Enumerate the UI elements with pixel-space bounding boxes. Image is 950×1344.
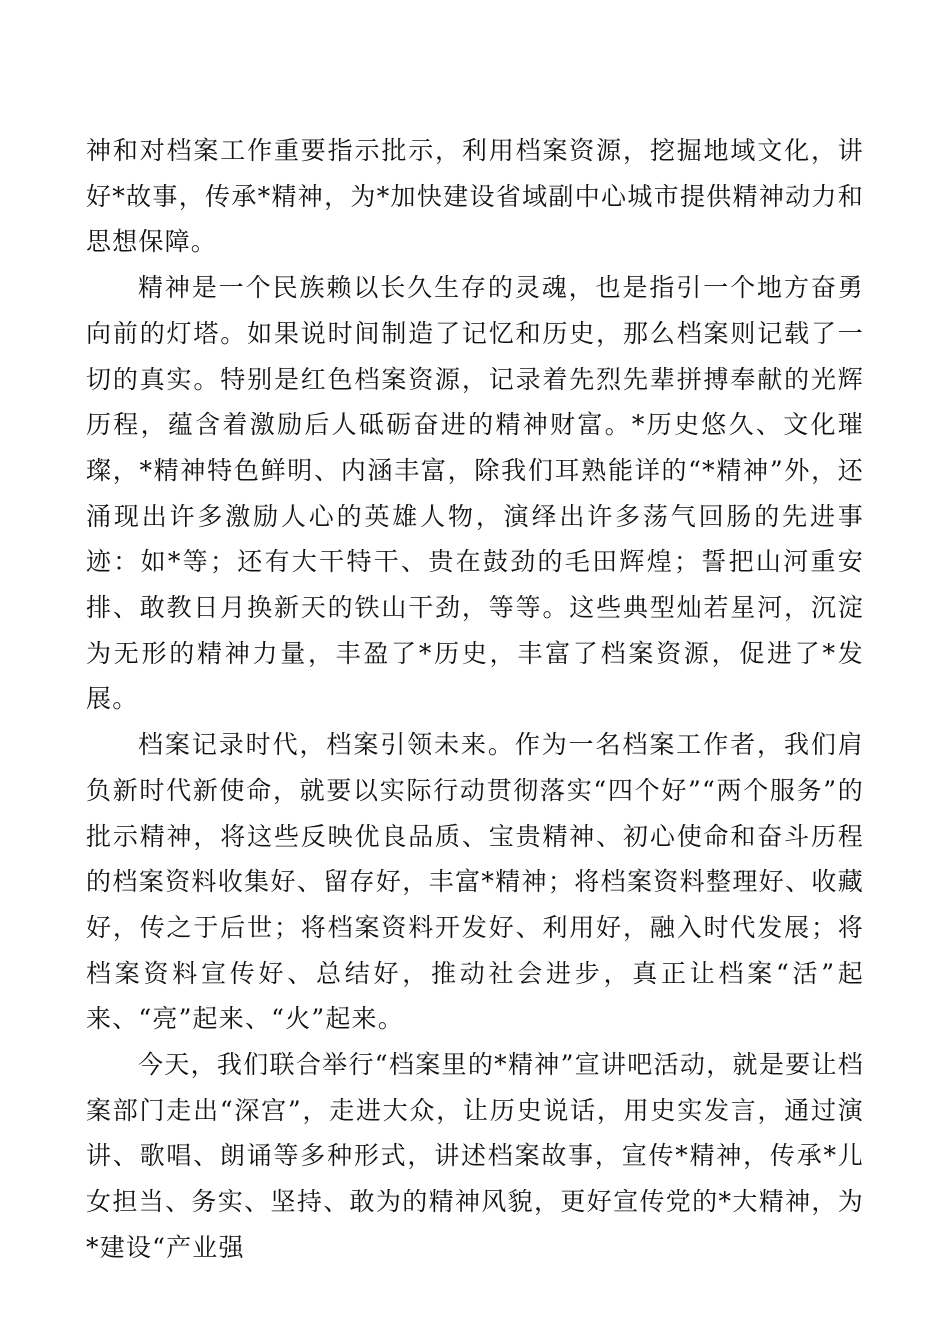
paragraph-3: 档案记录时代，档案引领未来。作为一名档案工作者，我们肩负新时代新使命，就要以实际行动贯彻落实“四个好”“两个服务”的批示精神，将这些反映优良品质、宝贵精神、初心使命和奋斗历程的档案资料收集好、留存好，丰富*精神；将档案资料整理好、收藏好，传之于后世；将档案资料开发好、利用好，融入时代发展；将档案资料宣传好、总结好，推动社会进步，真正让档案“活”起来、“亮”起来、“火”起来。 <box>86 730 864 1034</box>
paragraph-1: 神和对档案工作重要指示批示，利用档案资源，挖掘地域文化，讲好*故事，传承*精神，为*加快建设省域副中心城市提供精神动力和思想保障。 <box>86 136 864 257</box>
paragraph-4: 今天，我们联合举行“档案里的*精神”宣讲吧活动，就是要让档案部门走出“深宫”，走进大众，让历史说话，用史实发言，通过演讲、歌唱、朗诵等多种形式，讲述档案故事，宣传*精神，传承*儿女担当、务实、坚持、敢为的精神风貌，更好宣传党的*大精神，为*建设“产业强 <box>86 1050 864 1262</box>
paragraph-2: 精神是一个民族赖以长久生存的灵魂，也是指引一个地方奋勇向前的灯塔。如果说时间制造了记忆和历史，那么档案则记载了一切的真实。特别是红色档案资源，记录着先烈先辈拼搏奉献的光辉历程，蕴含着激励后人砥砺奋进的精神财富。*历史悠久、文化璀璨，*精神特色鲜明、内涵丰富，除我们耳熟能详的“*精神”外，还涌现出许多激励人心的英雄人物，演绎出许多荡气回肠的先进事迹：如*等；还有大干特干、贵在鼓劲的毛田辉煌；誓把山河重安排、敢教日月换新天的铁山干劲，等等。这些典型灿若星河，沉淀为无形的精神力量，丰盈了*历史，丰富了档案资源，促进了*发展。 <box>86 273 864 714</box>
document-body <box>86 128 864 1271</box>
